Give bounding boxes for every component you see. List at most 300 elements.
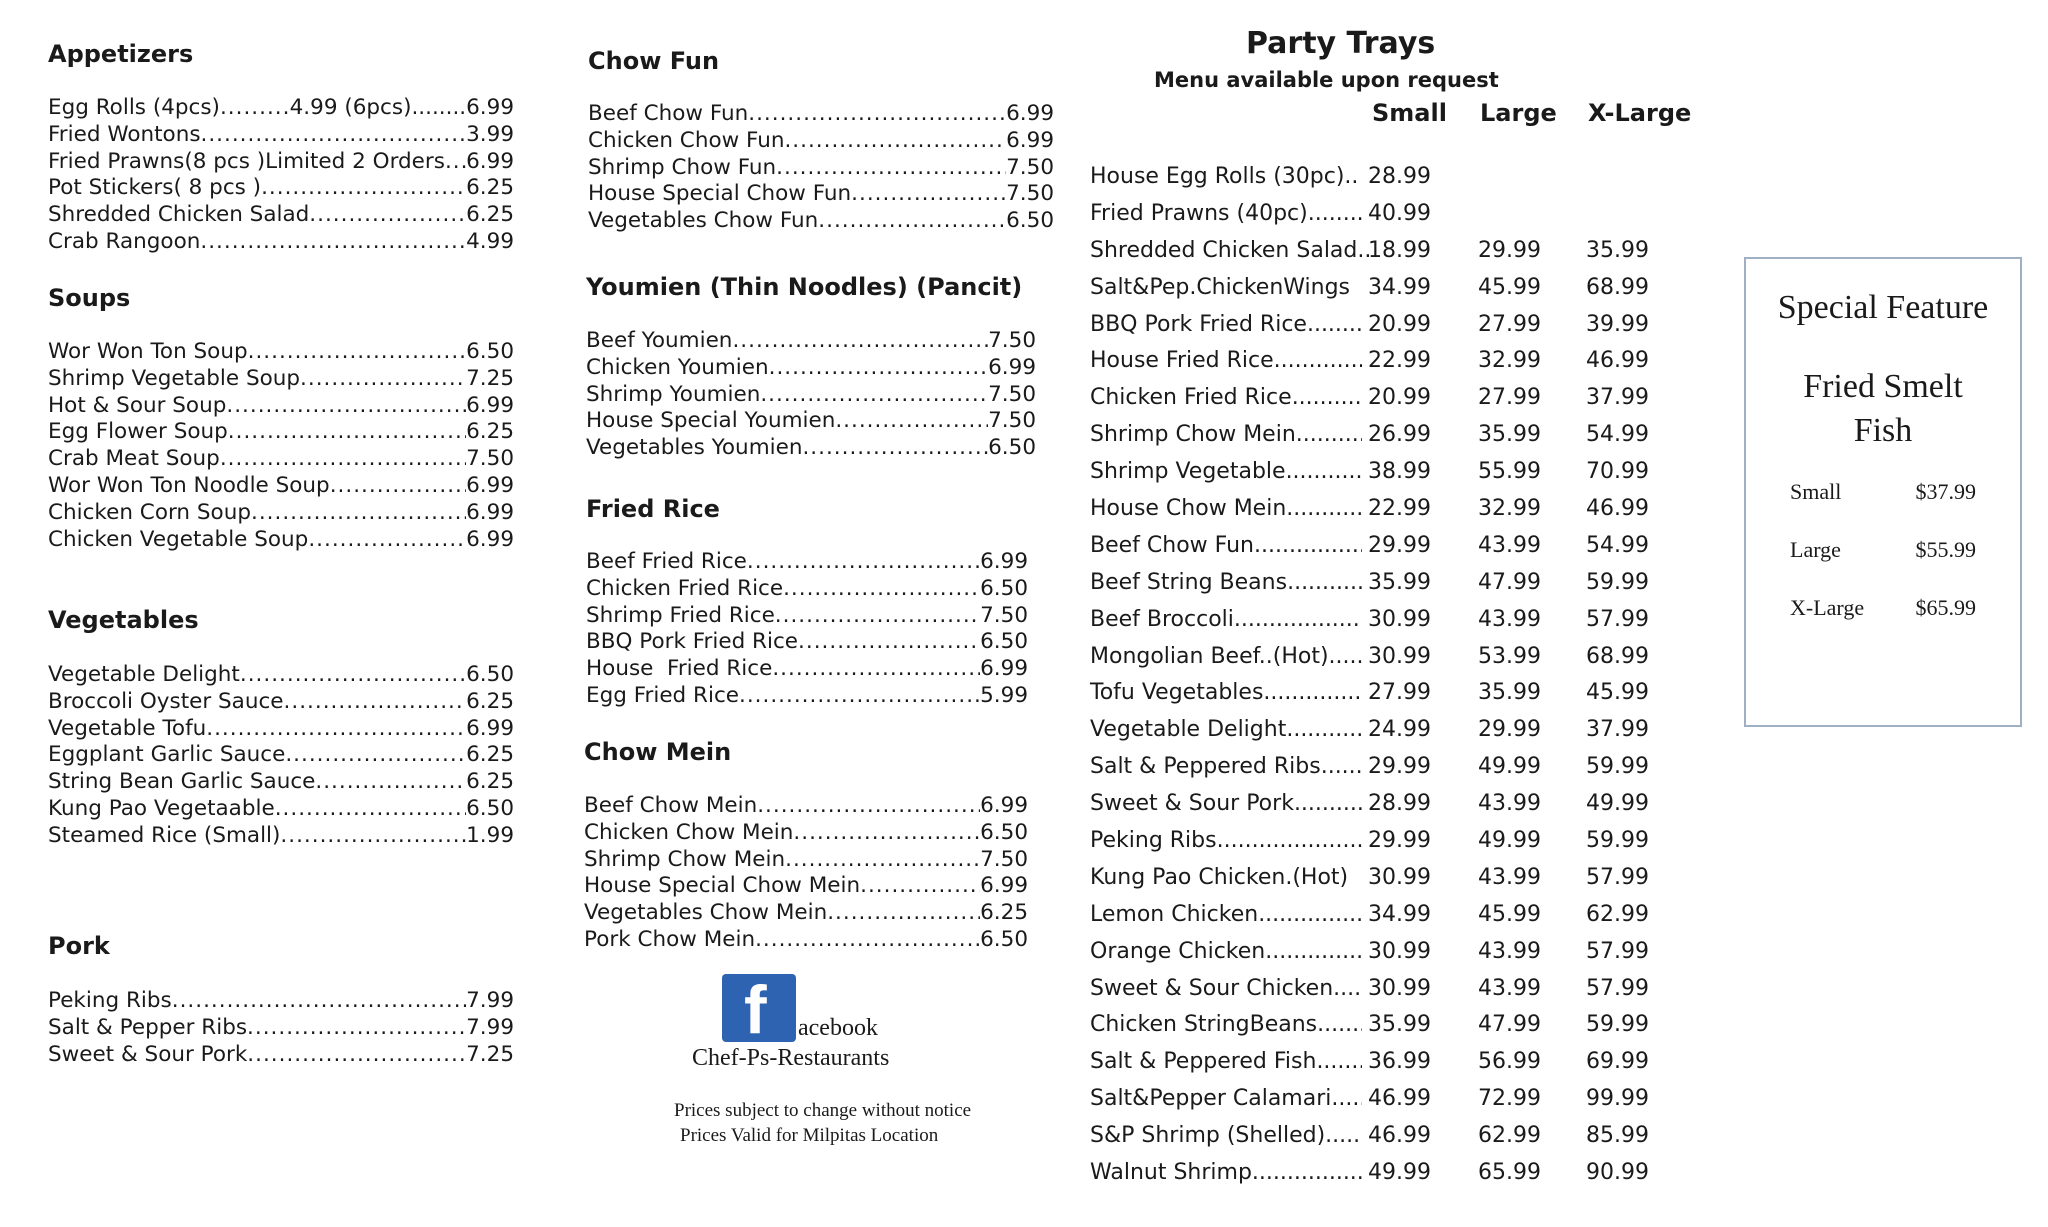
table-row (1090, 238, 1770, 275)
party-trays-subtitle: Menu available upon request (1154, 68, 1499, 92)
small-price: 24.99 (1368, 717, 1431, 743)
item-name: Wor Won Ton Noodle Soup (48, 472, 330, 498)
item-price: 6.50 (1006, 208, 1054, 234)
item-price: 4.99 (466, 228, 514, 254)
menu-item (48, 419, 514, 446)
large-price: 32.99 (1478, 496, 1541, 522)
menu-item (48, 1015, 514, 1042)
item-name: Steamed Rice (Small) (48, 822, 281, 848)
menu-item (586, 603, 1028, 630)
small-price: 20.99 (1368, 385, 1431, 411)
table-row (1090, 496, 1770, 533)
xlarge-price: 37.99 (1586, 385, 1649, 411)
item-name: Crab Meat Soup (48, 446, 220, 472)
item-name: Shrimp Vegetable Soup (48, 365, 301, 391)
large-price: 47.99 (1478, 569, 1541, 595)
large-price: 49.99 (1478, 754, 1541, 780)
xlarge-price: 45.99 (1586, 680, 1649, 706)
item-price: 6.99 (980, 549, 1028, 574)
menu-item (48, 988, 514, 1015)
item-price: 6.99 (466, 392, 514, 418)
table-row (1090, 1049, 1770, 1086)
youmien-title: Youmien (Thin Noodles) (Pancit) (586, 273, 1023, 301)
menu-item (48, 339, 514, 366)
tray-name: Salt&Pep.ChickenWings (1090, 274, 1351, 300)
item-price: 6.99 (466, 715, 514, 741)
table-row (1090, 680, 1770, 717)
item-price: 6.25 (466, 175, 514, 201)
large-price: 43.99 (1478, 864, 1541, 890)
tray-name: Vegetable Delight (1090, 717, 1287, 743)
xlarge-price: 69.99 (1586, 1049, 1649, 1075)
item-name: Sweet & Sour Pork (48, 1041, 248, 1067)
table-row (1090, 902, 1770, 939)
xlarge-price: 46.99 (1586, 348, 1649, 374)
item-name: Crab Rangoon (48, 228, 201, 254)
middle-column (586, 0, 1052, 1227)
item-price: 6.50 (988, 435, 1036, 461)
header-xlarge: X-Large (1588, 99, 1692, 127)
item-price: 6.99 (466, 499, 514, 525)
menu-item (48, 500, 514, 527)
item-name: Chicken Youmien (586, 354, 769, 380)
menu-item (48, 175, 514, 202)
item-name: Wor Won Ton Soup (48, 339, 248, 364)
xlarge-price: 59.99 (1586, 828, 1649, 854)
tray-name: Orange Chicken (1090, 938, 1266, 964)
small-price: 26.99 (1368, 422, 1431, 448)
item-name: House Special Chow Fun (588, 181, 852, 207)
large-price: 29.99 (1478, 237, 1541, 263)
menu-item (588, 155, 1054, 182)
item-price: 7.50 (1006, 154, 1054, 180)
large-price: 72.99 (1478, 1086, 1541, 1112)
small-price: 30.99 (1368, 606, 1431, 632)
size-price: $37.99 (1915, 479, 1976, 504)
menu-item (588, 208, 1054, 235)
menu-item (588, 181, 1054, 208)
special-feature-title: Special Feature (1777, 289, 1989, 326)
tray-name: Beef Chow Fun (1090, 532, 1254, 558)
small-price: 29.99 (1368, 754, 1431, 780)
item-price: 7.50 (988, 408, 1036, 434)
chow-mein-title: Chow Mein (584, 738, 732, 766)
xlarge-price: 57.99 (1586, 938, 1649, 964)
item-price: 7.50 (466, 446, 514, 472)
soups-title: Soups (48, 284, 131, 312)
item-name: Shredded Chicken Salad (48, 202, 310, 228)
menu-item (48, 796, 514, 823)
menu-item (586, 576, 1028, 603)
small-price: 46.99 (1368, 1086, 1431, 1112)
xlarge-price: 68.99 (1586, 274, 1649, 300)
item-name: Hot & Sour Soup (48, 392, 227, 418)
item-price: 6.50 (466, 795, 514, 821)
small-price: 34.99 (1368, 274, 1431, 300)
item-name: House Fried Rice (586, 656, 773, 682)
xlarge-price: 46.99 (1586, 496, 1649, 522)
menu-item (586, 328, 1036, 355)
chow-fun-list (588, 101, 1054, 235)
tray-name: Salt&Pepper Calamari (1090, 1086, 1332, 1112)
item-price: 6.50 (980, 575, 1028, 601)
feature-size-row (1776, 537, 1990, 563)
item-name: Pork Chow Mein (584, 926, 756, 952)
menu-item (586, 355, 1036, 382)
menu-item (584, 847, 1028, 874)
item-price: 6.99 (988, 354, 1036, 380)
large-price: 27.99 (1478, 385, 1541, 411)
table-row (1090, 754, 1770, 791)
item-price: 7.50 (980, 846, 1028, 872)
price-change-note: Prices subject to change without notice (674, 1100, 972, 1121)
item-name: Beef Chow Mein (584, 793, 758, 818)
item-name: Vegetables Chow Fun (588, 208, 819, 234)
xlarge-price: 49.99 (1586, 791, 1649, 817)
tray-name: Salt & Peppered Fish (1090, 1049, 1317, 1075)
xlarge-price: 39.99 (1586, 311, 1649, 337)
item-name: Vegetable Tofu (48, 715, 207, 741)
item-name: House Special Chow Mein (584, 873, 861, 899)
xlarge-price: 62.99 (1586, 901, 1649, 927)
xlarge-price: 99.99 (1586, 1086, 1649, 1112)
small-price: 30.99 (1368, 975, 1431, 1001)
item-name: Vegetable Delight (48, 662, 240, 687)
xlarge-price: 59.99 (1586, 569, 1649, 595)
large-price: 35.99 (1478, 422, 1541, 448)
small-price: 30.99 (1368, 864, 1431, 890)
large-price: 43.99 (1478, 791, 1541, 817)
table-row (1090, 459, 1770, 496)
xlarge-price: 68.99 (1586, 643, 1649, 669)
xlarge-price: 85.99 (1586, 1123, 1649, 1149)
item-price: 6.25 (466, 688, 514, 714)
item-price: 6.25 (466, 769, 514, 795)
item-price: 7.99 (466, 988, 514, 1013)
item-price: 6.50 (980, 926, 1028, 952)
item-name: Chicken Vegetable Soup (48, 526, 309, 552)
item-price: 6.99 (980, 656, 1028, 682)
item-name: Beef Youmien (586, 328, 733, 353)
small-price: 35.99 (1368, 569, 1431, 595)
item-price: 7.50 (988, 328, 1036, 353)
table-row (1090, 1086, 1770, 1123)
tray-name: Sweet & Sour Chicken (1090, 975, 1334, 1001)
xlarge-price: 54.99 (1586, 422, 1649, 448)
large-price: 62.99 (1478, 1123, 1541, 1149)
vegetables-title: Vegetables (48, 606, 199, 634)
large-price: 43.99 (1478, 606, 1541, 632)
small-price: 49.99 (1368, 1160, 1431, 1186)
table-row (1090, 607, 1770, 644)
facebook-word: acebook (798, 1015, 878, 1041)
item-price: 6.25 (466, 419, 514, 445)
menu-item (48, 742, 514, 769)
menu-item (48, 527, 514, 554)
xlarge-price: 59.99 (1586, 1012, 1649, 1038)
large-price: 43.99 (1478, 975, 1541, 1001)
menu-item (586, 435, 1036, 462)
tray-name: House Fried Rice (1090, 348, 1274, 374)
small-price: 34.99 (1368, 901, 1431, 927)
special-feature-box (1744, 257, 2022, 727)
item-name: Chicken Fried Rice (586, 575, 784, 601)
item-name: Peking Ribs (48, 988, 172, 1013)
facebook-handle[interactable]: Chef-Ps-Restaurants (692, 1045, 890, 1071)
appetizers-list (48, 95, 514, 256)
item-name: Shrimp Chow Mein (584, 846, 786, 872)
tray-name: Sweet & Sour Pork (1090, 791, 1294, 817)
tray-name: S&P Shrimp (Shelled) (1090, 1123, 1326, 1149)
menu-item (48, 229, 514, 256)
pork-list (48, 988, 514, 1068)
small-price: 30.99 (1368, 643, 1431, 669)
item-name: Egg Rolls (4pcs) (48, 95, 220, 120)
size-label: X-Large (1790, 595, 1865, 620)
item-price: 6.99 (466, 526, 514, 552)
large-price: 45.99 (1478, 901, 1541, 927)
large-price: 49.99 (1478, 828, 1541, 854)
party-trays-table (1090, 164, 1770, 1197)
item-name: Shrimp Fried Rice (586, 602, 775, 628)
tray-name: Lemon Chicken (1090, 901, 1259, 927)
menu-item (584, 820, 1028, 847)
xlarge-price: 57.99 (1586, 864, 1649, 890)
table-row (1090, 422, 1770, 459)
large-price: 32.99 (1478, 348, 1541, 374)
menu-item (586, 408, 1036, 435)
header-large: Large (1480, 99, 1557, 127)
menu-item (586, 683, 1028, 710)
menu-item (584, 793, 1028, 820)
item-price: 6.99 (466, 148, 514, 174)
item-price: 7.50 (980, 602, 1028, 628)
location-note: Prices Valid for Milpitas Location (680, 1125, 939, 1146)
item-name: Egg Fried Rice (586, 682, 739, 708)
large-price: 35.99 (1478, 680, 1541, 706)
feature-size-row (1776, 479, 1990, 505)
menu-item (48, 202, 514, 229)
tray-name: Walnut Shrimp (1090, 1160, 1252, 1186)
small-price: 28.99 (1368, 791, 1431, 817)
table-row (1090, 1160, 1770, 1197)
menu-item (586, 629, 1028, 656)
facebook-letter: f (744, 972, 767, 1048)
tray-name: Beef Broccoli (1090, 606, 1234, 632)
item-name: Chicken Corn Soup (48, 499, 251, 525)
large-price: 43.99 (1478, 938, 1541, 964)
item-price: 5.99 (980, 682, 1028, 708)
large-price: 53.99 (1478, 643, 1541, 669)
item-price: 6.99 (980, 793, 1028, 818)
item-name: Fried Prawns(8 pcs )Limited 2 Orders (48, 148, 445, 174)
table-row (1090, 533, 1770, 570)
tray-name: Shrimp Vegetable (1090, 459, 1286, 485)
menu-item (48, 473, 514, 500)
table-row (1090, 385, 1770, 422)
item-name: Eggplant Garlic Sauce (48, 742, 286, 768)
table-row (1090, 791, 1770, 828)
table-row (1090, 348, 1770, 385)
menu-item (48, 769, 514, 796)
item-price: 6.50 (980, 819, 1028, 845)
item-price: 4.99 (6pcs)........6.99 (289, 95, 514, 120)
xlarge-price: 57.99 (1586, 975, 1649, 1001)
tray-name: Mongolian Beef..(Hot) (1090, 643, 1329, 669)
table-row (1090, 644, 1770, 681)
item-price: 3.99 (466, 121, 514, 147)
tray-name: House Chow Mein (1090, 496, 1287, 522)
large-price: 29.99 (1478, 717, 1541, 743)
menu-item (48, 95, 514, 122)
item-price: 6.25 (980, 900, 1028, 926)
tray-name: Shredded Chicken Salad.. (1090, 237, 1372, 263)
large-price: 47.99 (1478, 1012, 1541, 1038)
table-row (1090, 717, 1770, 754)
large-price: 65.99 (1478, 1160, 1541, 1186)
table-row (1090, 570, 1770, 607)
menu-item (584, 927, 1028, 954)
menu-item (584, 900, 1028, 927)
table-row (1090, 976, 1770, 1013)
menu-item (48, 122, 514, 149)
item-name: String Bean Garlic Sauce (48, 769, 316, 795)
table-row (1090, 164, 1770, 201)
small-price: 18.99 (1368, 237, 1431, 263)
menu-item (48, 689, 514, 716)
item-price: 6.99 (466, 472, 514, 498)
item-price: 6.50 (466, 339, 514, 364)
item-price: 6.25 (466, 742, 514, 768)
xlarge-price: 70.99 (1586, 459, 1649, 485)
item-name: Shrimp Youmien (586, 381, 761, 407)
tray-name: Fried Prawns (40pc) (1090, 200, 1308, 226)
chow-fun-title: Chow Fun (588, 47, 720, 75)
tray-name: Salt & Peppered Ribs (1090, 754, 1321, 780)
xlarge-price: 37.99 (1586, 717, 1649, 743)
tray-name: Beef String Beans (1090, 569, 1288, 595)
item-name: Beef Fried Rice (586, 549, 747, 574)
xlarge-price: 35.99 (1586, 237, 1649, 263)
tray-name: Kung Pao Chicken.(Hot) (1090, 864, 1349, 890)
menu-item (48, 446, 514, 473)
feature-size-row (1776, 595, 1990, 621)
item-price: 6.50 (980, 629, 1028, 655)
menu-item (48, 823, 514, 850)
table-row (1090, 939, 1770, 976)
table-row (1090, 828, 1770, 865)
small-price: 40.99 (1368, 200, 1431, 226)
left-column (48, 0, 514, 1227)
youmien-list (586, 328, 1036, 462)
appetizers-title: Appetizers (48, 40, 194, 68)
xlarge-price: 59.99 (1586, 754, 1649, 780)
facebook-icon[interactable] (722, 972, 796, 1048)
tray-name: Peking Ribs (1090, 828, 1217, 854)
special-feature-item: Fried Smelt Fish (1803, 368, 1963, 449)
size-label: Large (1790, 537, 1841, 562)
chow-mein-list (584, 793, 1028, 954)
menu-item (586, 382, 1036, 409)
menu-item (48, 716, 514, 743)
item-price: 6.25 (466, 202, 514, 228)
small-price: 27.99 (1368, 680, 1431, 706)
header-small: Small (1372, 99, 1447, 127)
xlarge-price: 90.99 (1586, 1160, 1649, 1186)
xlarge-price: 57.99 (1586, 606, 1649, 632)
table-row (1090, 275, 1770, 312)
fried-rice-list (586, 549, 1028, 710)
item-price: 1.99 (466, 822, 514, 848)
item-name: Egg Flower Soup (48, 419, 228, 445)
party-trays-title: Party Trays (1246, 26, 1436, 61)
item-name: Chicken Chow Fun (588, 127, 785, 153)
vegetables-list (48, 662, 514, 850)
item-price: 7.25 (466, 365, 514, 391)
small-price: 29.99 (1368, 532, 1431, 558)
item-name: Fried Wontons (48, 121, 201, 147)
menu-item (588, 101, 1054, 128)
table-row (1090, 201, 1770, 238)
item-name: Vegetables Youmien (586, 435, 803, 461)
small-price: 35.99 (1368, 1012, 1431, 1038)
tray-name: Chicken Fried Rice (1090, 385, 1292, 411)
large-price: 55.99 (1478, 459, 1541, 485)
item-price: 6.99 (1006, 101, 1054, 126)
item-price: 7.99 (466, 1014, 514, 1040)
menu-item (48, 1042, 514, 1069)
xlarge-price: 54.99 (1586, 532, 1649, 558)
small-price: 28.99 (1368, 164, 1431, 189)
table-row (1090, 1012, 1770, 1049)
small-price: 29.99 (1368, 828, 1431, 854)
item-name: Vegetables Chow Mein (584, 900, 828, 926)
item-name: Chicken Chow Mein (584, 819, 794, 845)
menu-item (588, 128, 1054, 155)
item-price: 7.50 (988, 381, 1036, 407)
tray-name: BBQ Pork Fried Rice (1090, 311, 1307, 337)
table-row (1090, 312, 1770, 349)
small-price: 46.99 (1368, 1123, 1431, 1149)
item-name: Shrimp Chow Fun (588, 154, 777, 180)
menu-item (48, 366, 514, 393)
item-name: BBQ Pork Fried Rice (586, 629, 799, 655)
menu-item (48, 393, 514, 420)
large-price: 56.99 (1478, 1049, 1541, 1075)
tray-name: House Egg Rolls (30pc).. (1090, 164, 1359, 189)
large-price: 45.99 (1478, 274, 1541, 300)
small-price: 30.99 (1368, 938, 1431, 964)
size-label: Small (1790, 479, 1842, 504)
tray-name: Tofu Vegetables (1090, 680, 1264, 706)
table-row (1090, 1123, 1770, 1160)
item-name: Beef Chow Fun (588, 101, 749, 126)
item-price: 6.99 (1006, 127, 1054, 153)
tray-name: Chicken StringBeans (1090, 1012, 1318, 1038)
menu-item (48, 149, 514, 176)
item-name: Salt & Pepper Ribs (48, 1014, 248, 1040)
menu-item (584, 873, 1028, 900)
item-price: 7.25 (466, 1041, 514, 1067)
item-name: Pot Stickers( 8 pcs ) (48, 175, 262, 201)
small-price: 22.99 (1368, 496, 1431, 522)
large-price: 27.99 (1478, 311, 1541, 337)
menu-item (48, 662, 514, 689)
fried-rice-title: Fried Rice (586, 495, 720, 523)
size-price: $65.99 (1915, 595, 1976, 620)
item-name: House Special Youmien (586, 408, 836, 434)
large-price: 43.99 (1478, 532, 1541, 558)
